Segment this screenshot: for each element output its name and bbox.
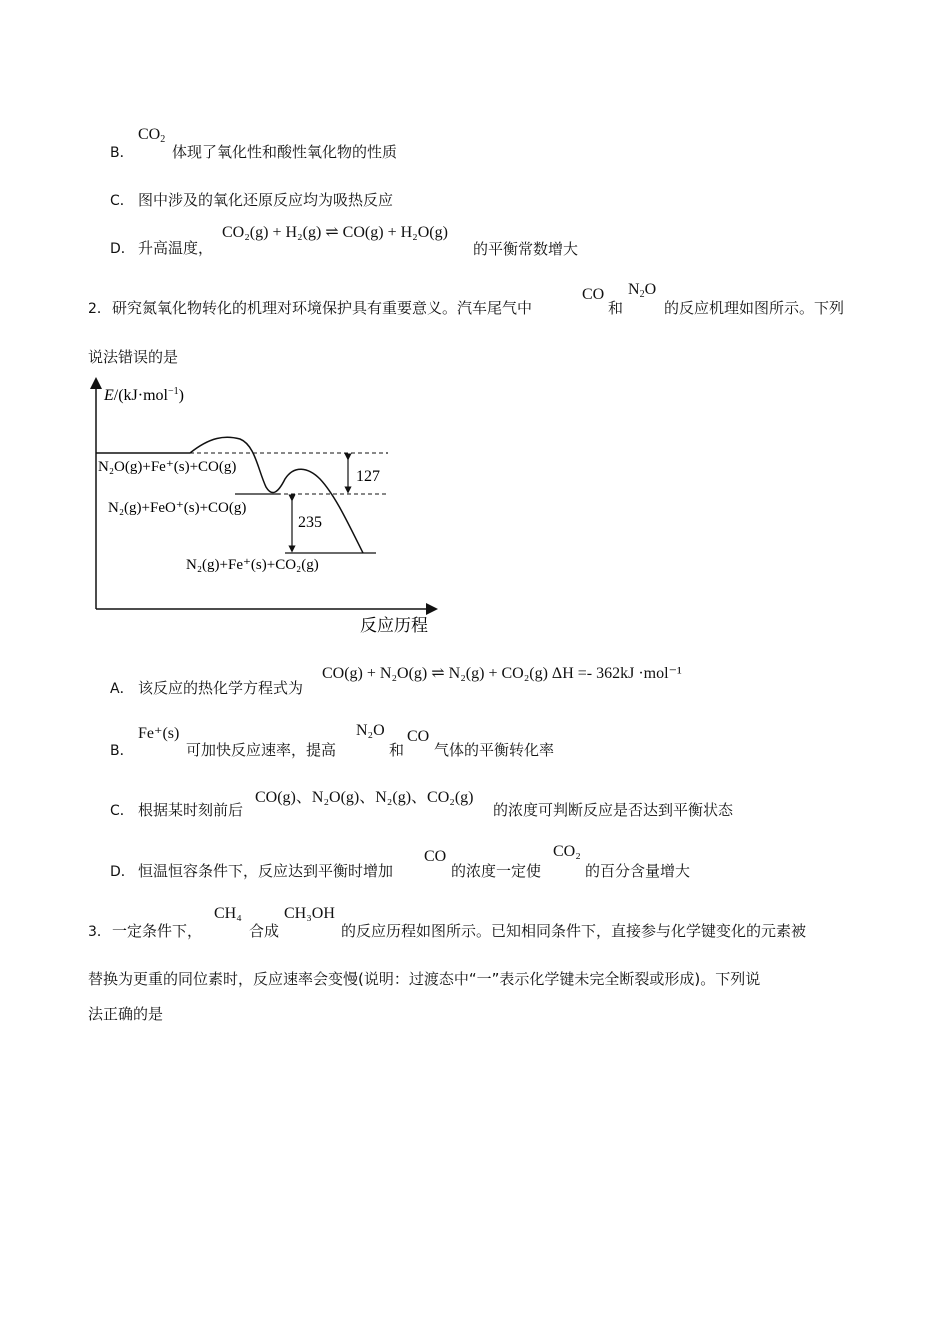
- q1-option-b-label: B．: [110, 145, 134, 161]
- q2-option-b-text2: 气体的平衡转化率: [434, 741, 555, 759]
- q2-option-c-text2: 的浓度可判断反应是否达到平衡状态: [493, 801, 734, 819]
- q3-text1: 一定条件下，: [112, 922, 203, 940]
- q2-option-b-he: 和: [389, 741, 405, 759]
- q2-stem-line1-a: 研究氮氧化物转化的机理对环境保护具有重要意义。汽车尾气中: [112, 299, 533, 317]
- q2-option-b-n2o: N₂O: [356, 722, 385, 739]
- q3-ch4: CH₄: [214, 905, 242, 922]
- state-intermediate-label: N₂(g)+FeO⁺(s)+CO(g): [108, 500, 247, 516]
- q2-option-a-equation: CO(g) + N₂O(g) ⇌ N₂(g) + CO₂(g) ΔH =- 362kJ ·mol⁻¹: [322, 665, 682, 682]
- q2-option-d-text2: 的浓度一定使: [451, 862, 542, 880]
- q1-option-c-label: C．: [110, 193, 134, 209]
- q2-option-d-co2: CO₂: [553, 843, 581, 860]
- q1-option-d-text-after: 的平衡常数增大: [473, 240, 579, 258]
- q2-option-d-label: D．: [110, 864, 135, 880]
- q3-number: 3．: [88, 924, 111, 940]
- q2-option-b-co: CO: [407, 728, 430, 745]
- q2-option-d-text1: 恒温恒容条件下，反应达到平衡时增加: [138, 862, 394, 880]
- q2-option-b-species: Fe⁺(s): [138, 725, 180, 742]
- q3-line3: 法正确的是: [88, 1005, 164, 1023]
- q2-option-c-label: C．: [110, 803, 134, 819]
- q3-text3: 的反应历程如图所示。已知相同条件下，直接参与化学键变化的元素被: [341, 922, 807, 940]
- q2-option-a-label: A．: [110, 681, 134, 697]
- q2-number: 2．: [88, 301, 111, 317]
- q1-option-b-text: 体现了氧化性和酸性氧化物的性质: [172, 143, 398, 161]
- q3-ch3oh: CH₃OH: [284, 905, 335, 922]
- energy-profile-diagram: [80, 375, 460, 640]
- gap-label-235: 235: [298, 514, 322, 531]
- q2-option-a-text: 该反应的热化学方程式为: [138, 679, 304, 697]
- q2-option-b-text1: 可加快反应速率，提高: [186, 741, 337, 759]
- q2-option-d-text3: 的百分含量增大: [585, 862, 691, 880]
- q1-option-d-label: D．: [110, 241, 135, 257]
- q1-option-d-text-before: 升高温度，: [138, 239, 214, 257]
- q1-option-c-text: 图中涉及的氧化还原反应均为吸热反应: [138, 191, 394, 209]
- energy-curve: [96, 437, 363, 553]
- state-final-label: N₂(g)+Fe⁺(s)+CO₂(g): [186, 557, 319, 573]
- q2-stem-n2o: $N_2O$: [628, 281, 657, 300]
- q2-option-b-label: B．: [110, 743, 134, 759]
- q2-option-c-species: CO(g)、N₂O(g)、N₂(g)、CO₂(g): [255, 789, 474, 806]
- q3-text2: 合成: [249, 922, 280, 940]
- q3-line2: 替换为更重的同位素时，反应速率会变慢(说明：过渡态中“一”表示化学键未完全断裂或形成)。下列说: [88, 970, 761, 988]
- x-axis-label: 反应历程: [360, 616, 428, 635]
- state-initial-label: N₂O(g)+Fe⁺(s)+CO(g): [98, 459, 237, 475]
- q2-option-c-text1: 根据某时刻前后: [138, 801, 244, 819]
- q2-stem-co: CO: [582, 286, 605, 303]
- q2-stem-line2: 说法错误的是: [88, 348, 179, 366]
- q2-stem-line1-b: 的反应机理如图所示。下列: [664, 299, 845, 317]
- y-axis-label: E/(kJ·mol$^{-1}$): [104, 386, 184, 404]
- q2-stem-he: 和: [608, 299, 624, 317]
- q1-option-b-formula: $CO_2$: [138, 126, 166, 145]
- gap-label-127: 127: [356, 468, 380, 485]
- q2-option-d-co: CO: [424, 848, 447, 865]
- q1-option-d-equation: CO₂(g) + H₂(g) ⇌ CO(g) + H₂O(g): [222, 224, 448, 241]
